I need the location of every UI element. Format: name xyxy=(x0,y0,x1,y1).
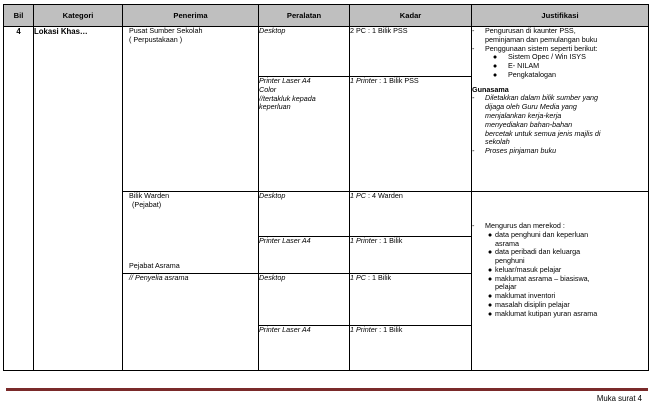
just-line: Diletakkan dalam bilik sumber yang xyxy=(485,93,599,103)
just-bullet: penghuni xyxy=(495,256,525,266)
header-kategori: Kategori xyxy=(34,5,123,27)
peralatan-cell xyxy=(259,192,350,237)
bullet-icon: ● xyxy=(492,52,498,62)
just-bullet: maklumat kutipan yuran asrama xyxy=(495,308,598,318)
peralatan-line: Printer Laser A4 xyxy=(259,76,311,85)
just-bullet: masalah disiplin pelajar xyxy=(495,300,570,310)
peralatan-cell xyxy=(259,27,350,77)
peralatan-line: Printer Laser A4 xyxy=(259,236,311,245)
page-number: Muka surat 4 xyxy=(596,394,642,403)
penerima-warden-sub: (Pejabat) xyxy=(132,199,162,209)
kadar-text: : 1 Bilik PSS xyxy=(377,76,419,85)
just-bullet: pelajar xyxy=(495,282,517,292)
kadar-text: : 4 Warden xyxy=(365,191,403,200)
penerima-pss-sub: ( Perpustakaan ) xyxy=(129,34,183,44)
just-line: menyediakan bahan-bahan xyxy=(485,119,573,129)
peralatan-line: Desktop xyxy=(259,191,286,200)
penerima-asrama-cell xyxy=(123,261,259,371)
just-line: sekolah xyxy=(485,137,510,147)
just-bullet: asrama xyxy=(495,238,519,248)
header-peralatan: Peralatan xyxy=(259,5,350,27)
just-line: Penggunaan sistem seperti berikut: xyxy=(485,43,598,53)
kadar-text: : 1 Bilik xyxy=(377,325,403,334)
penerima-asrama-sub: // Penyelia asrama xyxy=(129,272,189,282)
kadar-em: 1 PC xyxy=(350,273,366,282)
penerima-warden-name: Bilik Warden xyxy=(129,191,170,200)
bullet-icon: ● xyxy=(487,264,493,274)
kadar-cell xyxy=(350,27,472,77)
just-line: Mengurus dan merekod : xyxy=(485,221,565,230)
just-line: bercetak untuk semua jenis majlis di xyxy=(485,128,601,138)
header-justifikasi: Justifikasi xyxy=(472,5,649,27)
peralatan-line: Printer Laser A4 xyxy=(259,325,311,334)
peralatan-line: Desktop xyxy=(259,26,286,35)
just-bullet: maklumat asrama – biasiswa, xyxy=(495,273,590,283)
penerima-asrama-name: Pejabat Asrama xyxy=(129,261,180,270)
just-bullet: E- NILAM xyxy=(508,61,540,71)
just-bullet: Pengkatalogan xyxy=(508,69,556,79)
peralatan-cell xyxy=(259,77,350,192)
kadar-em: 1 Printer xyxy=(350,236,378,245)
table-row xyxy=(4,27,649,77)
header-row xyxy=(4,5,649,27)
bullet-icon: ● xyxy=(487,308,493,318)
resource-table xyxy=(3,4,649,371)
just-line: Pengurusan di kaunter PSS, xyxy=(485,26,576,35)
penerima-pss-cell xyxy=(123,27,259,192)
kategori-cell: Lokasi Khas… xyxy=(34,27,123,371)
kadar-text: : 1 Bilik xyxy=(365,273,392,282)
peralatan-cell xyxy=(259,274,350,326)
just-heading: Gunasama xyxy=(472,84,509,94)
kadar-cell xyxy=(350,237,472,274)
just-bullet: Sistem Opec / Win ISYS xyxy=(508,52,586,62)
peralatan-cell xyxy=(259,326,350,371)
just-bullet: keluar/masuk pelajar xyxy=(495,264,562,274)
bullet-icon: ● xyxy=(487,229,493,239)
peralatan-line: //tertakluk kepada xyxy=(259,93,316,103)
peralatan-cell xyxy=(259,237,350,274)
bil-cell: 4 xyxy=(4,27,34,371)
bullet-icon: ● xyxy=(487,300,493,310)
bullet-icon: ● xyxy=(487,273,493,283)
kadar-cell xyxy=(350,192,472,237)
kadar-cell xyxy=(350,77,472,192)
header-kadar: Kadar xyxy=(350,5,472,27)
just-bullet: data peribadi dan keluarga xyxy=(495,247,581,257)
penerima-pss-name: Pusat Sumber Sekolah xyxy=(129,26,203,35)
peralatan-line: Color xyxy=(259,84,277,94)
justifikasi-asrama-cell: - Mengurus dan merekod : ● data penghuni dan keperluan asrama ● data peribadi dan keluarga penghuni ● keluar/masuk pelajar ● maklumat asrama – biasiswa, pelajar ● maklumat inventori ● masalah disiplin pelajar ● maklumat kutipan yuran asrama xyxy=(472,192,649,371)
just-line: dijaga oleh Guru Media yang xyxy=(485,102,577,112)
peralatan-line: keperluan xyxy=(259,102,291,112)
kadar-cell xyxy=(350,274,472,326)
bullet-icon: ● xyxy=(492,69,498,79)
peralatan-line: Desktop xyxy=(259,273,286,282)
header-bil: Bil xyxy=(4,5,34,27)
bullet-icon: ● xyxy=(492,61,498,71)
footer-rule xyxy=(6,388,648,391)
just-line: Proses pinjaman buku xyxy=(485,146,557,156)
kadar-em: 1 Printer xyxy=(350,76,378,85)
header-penerima: Penerima xyxy=(123,5,259,27)
kadar-em: 1 PC xyxy=(350,191,366,200)
bullet-icon: ● xyxy=(487,291,493,301)
just-bullet: maklumat inventori xyxy=(495,291,556,301)
justifikasi-pss-cell: - Pengurusan di kaunter PSS, peminjaman dan pemulangan buku - Penggunaan sistem seperti berikut: ● Sistem Opec / Win ISYS ● E- NILAM ● Pengkatalogan Gunasama - Diletakkan dalam bilik sumber yang dijaga oleh Guru Media yang menjalankan kerja-kerja menyediakan bahan-bahan bercetak untuk semua jenis majlis di sekolah - Proses pinjaman buku xyxy=(472,27,649,192)
just-line: menjalankan kerja-kerja xyxy=(485,111,562,121)
kadar-cell xyxy=(350,326,472,371)
just-bullet: data penghuni dan keperluan xyxy=(495,229,589,239)
kadar-text: 2 PC : 1 Bilik PSS xyxy=(350,26,408,35)
bullet-icon: ● xyxy=(487,247,493,257)
just-line: peminjaman dan pemulangan buku xyxy=(485,34,598,44)
kadar-text: : 1 Bilik xyxy=(377,236,403,245)
kadar-em: 1 Printer xyxy=(350,325,378,334)
